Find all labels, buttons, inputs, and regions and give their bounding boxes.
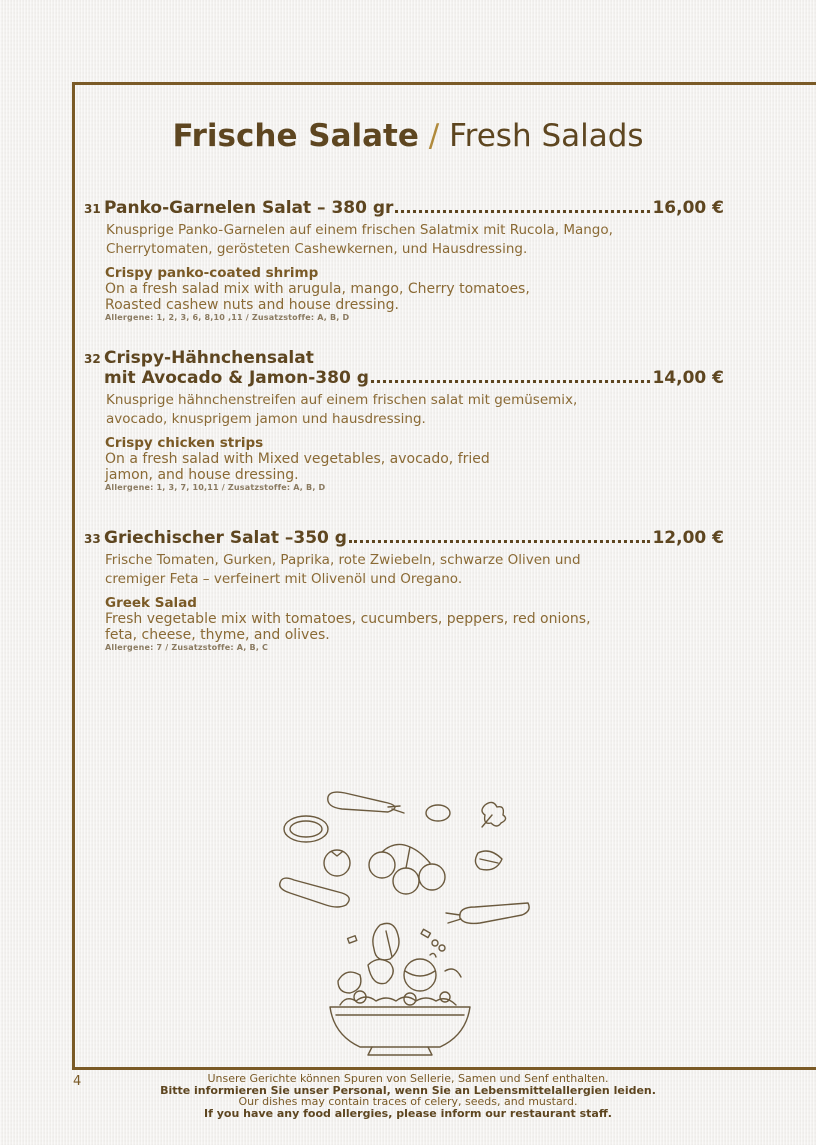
desc-de-line: Knusprige hähnchenstreifen auf einem frischen salat mit gemüsemix,: [106, 392, 578, 408]
item-name: Griechischer Salat –350 g: [104, 528, 347, 548]
dot-leader: [371, 371, 651, 383]
item-name: Panko-Garnelen Salat – 380 gr: [104, 198, 394, 218]
desc-de-line: Knusprige Panko-Garnelen auf einem frischen Salatmix mit Rucola, Mango,: [106, 222, 613, 238]
desc-de-line: avocado, knusprigem jamon und hausdressing.: [106, 411, 426, 427]
item-price: 14,00 €: [652, 368, 724, 388]
dot-leader: [395, 201, 650, 213]
item-price: 12,00 €: [652, 528, 724, 548]
item-name-en: Greek Salad: [105, 595, 197, 611]
footer-line-de-2: Bitte informieren Sie unser Personal, wenn Sie an Lebensmittelallergien leiden.: [160, 1083, 656, 1097]
desc-en-line: feta, cheese, thyme, and olives.: [105, 627, 330, 643]
menu-item-31: [84, 198, 724, 322]
footer-line-en-1: Our dishes may contain traces of celery, seeds, and mustard.: [238, 1095, 578, 1108]
menu-item-header: [84, 528, 724, 548]
item-description-de: [105, 551, 724, 589]
item-description-de: [106, 221, 724, 259]
page-number: 4: [73, 1074, 82, 1089]
item-description-en: [105, 281, 724, 313]
desc-en-line: On a fresh salad mix with arugula, mango, Cherry tomatoes,: [105, 281, 530, 297]
desc-en-line: Roasted cashew nuts and house dressing.: [105, 297, 400, 313]
page-title: [0, 118, 816, 154]
title-german: Frische Salate: [172, 118, 419, 154]
menu-item-33: [84, 528, 724, 652]
item-description-de: [106, 391, 724, 429]
item-allergens: Allergene: 1, 3, 7, 10,11 / Zusatzstoffe: A, B, D: [105, 483, 326, 492]
desc-de-line: Frische Tomaten, Gurken, Paprika, rote Zwiebeln, schwarze Oliven und: [105, 552, 581, 568]
item-number: 33: [84, 532, 101, 546]
salad-bowl-illustration: [270, 785, 530, 1060]
desc-en-line: On a fresh salad with Mixed vegetables, avocado, fried: [105, 451, 490, 467]
dot-leader: [349, 531, 651, 543]
footer-line-de-1: Unsere Gerichte können Spuren von Sellerie, Samen und Senf enthalten.: [207, 1072, 609, 1085]
footer-line-en-2: If you have any food allergies, please inform our restaurant staff.: [204, 1106, 612, 1120]
item-price: 16,00 €: [652, 198, 724, 218]
item-description-en: [105, 451, 724, 483]
item-name: Crispy-Hähnchensalat: [104, 348, 314, 368]
item-name-en: Crispy panko-coated shrimp: [105, 265, 319, 281]
title-slash: /: [428, 118, 440, 154]
title-english: Fresh Salads: [449, 118, 644, 154]
item-allergens: Allergene: 1, 2, 3, 6, 8,10 ,11 / Zusatzstoffe: A, B, D: [105, 313, 350, 322]
menu-item-32: [84, 348, 724, 492]
item-name-line2: mit Avocado & Jamon-380 g: [104, 368, 369, 388]
item-allergens: Allergene: 7 / Zusatzstoffe: A, B, C: [105, 643, 269, 652]
item-description-en: [105, 611, 724, 643]
desc-en-line: Fresh vegetable mix with tomatoes, cucumbers, peppers, red onions,: [105, 611, 591, 627]
item-name-en: Crispy chicken strips: [105, 435, 264, 451]
item-number: 31: [84, 202, 101, 216]
desc-de-line: cremiger Feta – verfeinert mit Olivenöl und Oregano.: [105, 571, 463, 587]
menu-item-header: [84, 198, 724, 218]
desc-de-line: Cherrytomaten, gerösteten Cashewkernen, und Hausdressing.: [106, 241, 528, 257]
menu-item-header-line2: [104, 368, 724, 388]
menu-item-header: [84, 348, 724, 368]
desc-en-line: jamon, and house dressing.: [105, 467, 299, 483]
item-number: 32: [84, 352, 101, 366]
allergy-footer: [0, 1073, 816, 1119]
